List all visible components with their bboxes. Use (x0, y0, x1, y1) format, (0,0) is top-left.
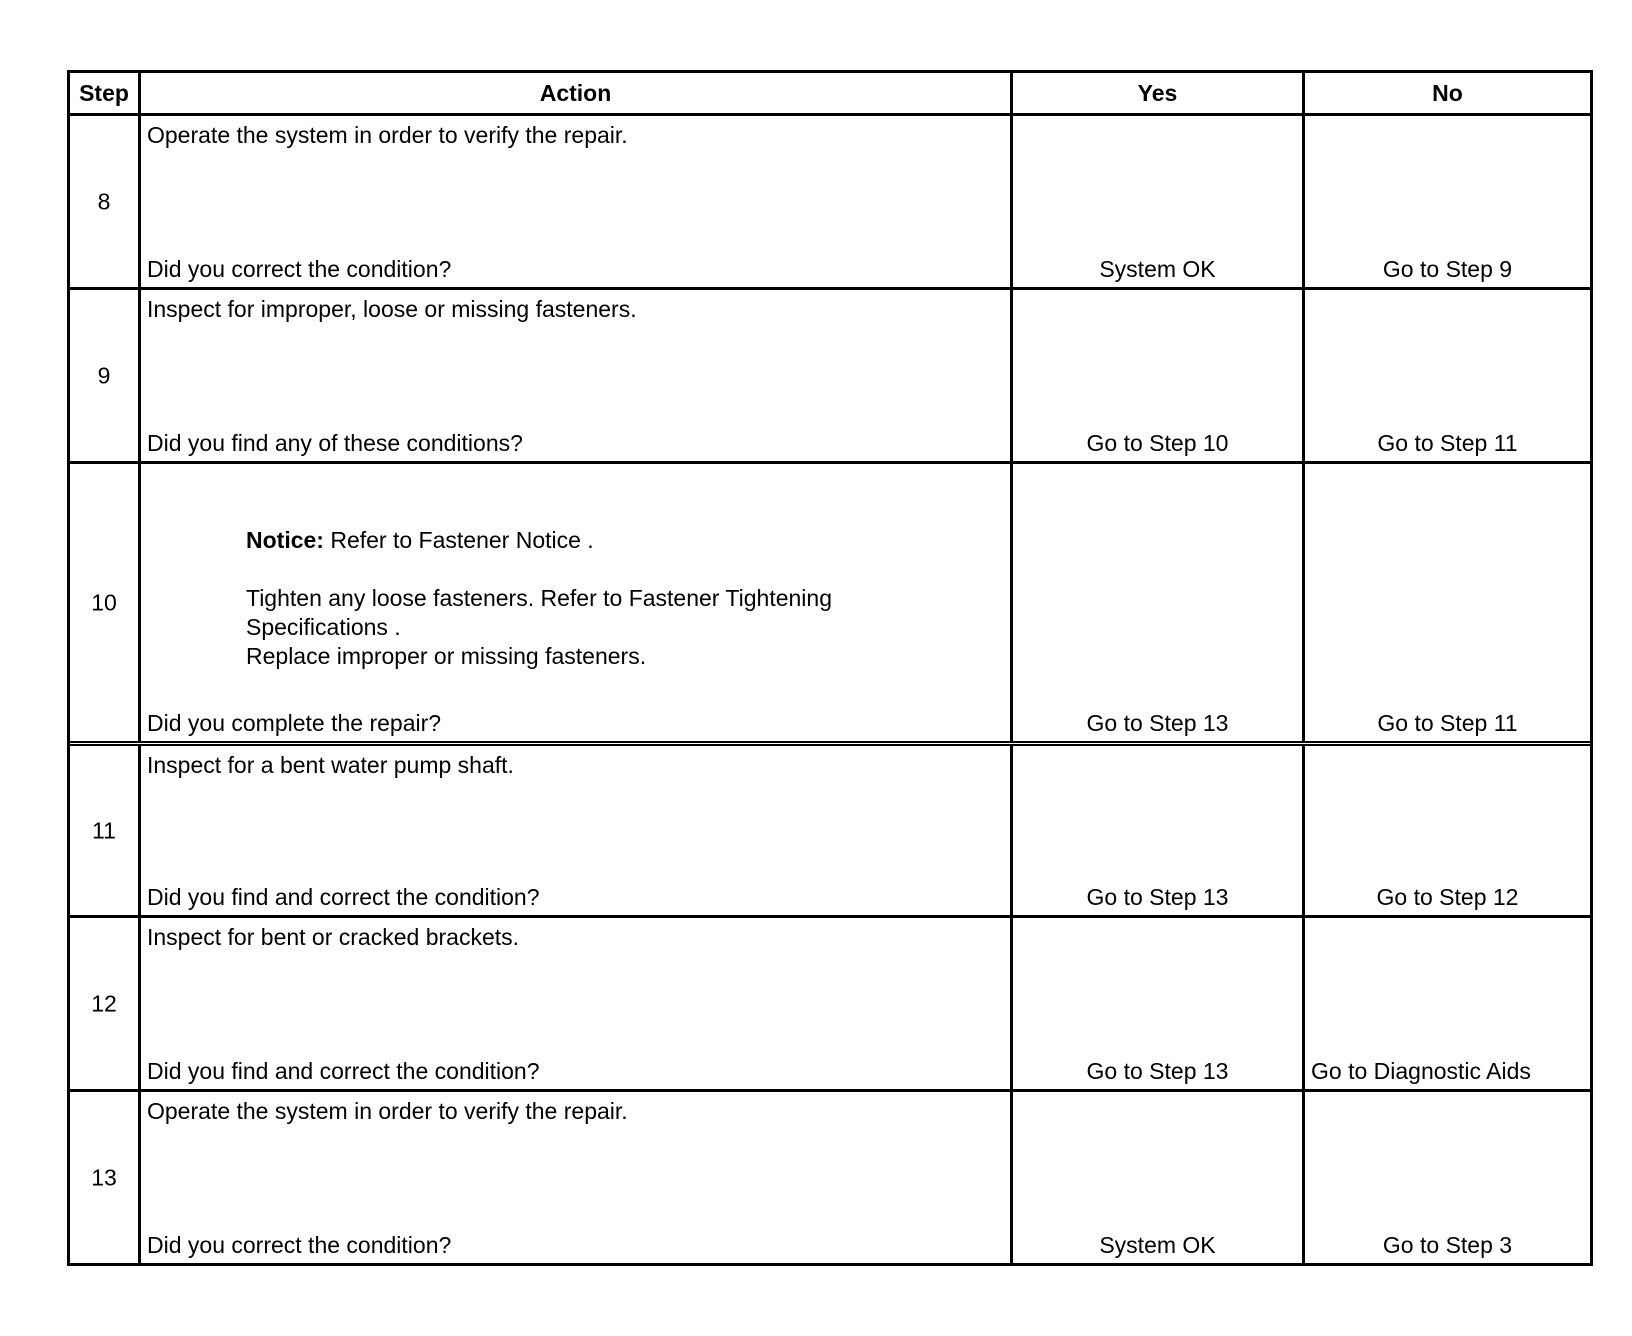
action-question: Did you complete the repair? (147, 710, 442, 736)
action-cell (138, 746, 1010, 915)
step-cell (70, 464, 138, 741)
action-text: Operate the system in order to verify the repair. (147, 1098, 628, 1124)
no-result: Go to Step 3 (1382, 1232, 1513, 1258)
step-cell (70, 1092, 138, 1263)
instruction-line: Replace improper or missing fasteners. (246, 643, 647, 669)
step-cell (70, 918, 138, 1089)
action-question: Did you find and correct the condition? (147, 1058, 540, 1084)
no-result: Go to Step 9 (1382, 256, 1513, 282)
yes-result: System OK (1099, 256, 1216, 282)
instruction-line: Specifications . (246, 614, 401, 640)
no-cell (1302, 290, 1590, 461)
action-question: Did you find and correct the condition? (147, 884, 540, 910)
yes-result: Go to Step 13 (1086, 1058, 1229, 1084)
action-cell (138, 464, 1010, 741)
no-result: Go to Step 11 (1377, 710, 1518, 736)
table-row (70, 741, 1590, 915)
yes-cell (1010, 464, 1302, 741)
yes-result: System OK (1099, 1232, 1216, 1258)
step-number: 8 (97, 188, 111, 214)
step-cell (70, 116, 138, 287)
action-instructions (246, 526, 946, 671)
header-no: No (1302, 73, 1590, 113)
no-cell (1302, 1092, 1590, 1263)
notice-line (246, 526, 946, 555)
step-number: 13 (91, 1164, 117, 1190)
action-cell (138, 918, 1010, 1089)
action-cell (138, 1092, 1010, 1263)
notice-text: Refer to Fastener Notice . (330, 527, 594, 553)
no-cell (1302, 464, 1590, 741)
action-text: Inspect for a bent water pump shaft. (147, 752, 514, 778)
step-cell (70, 746, 138, 915)
step-number: 11 (92, 817, 116, 843)
instruction-line: Tighten any loose fasteners. Refer to Fastener Tightening (246, 585, 832, 611)
table-row (70, 461, 1590, 741)
action-text: Inspect for improper, loose or missing fasteners. (147, 296, 637, 322)
action-question: Did you find any of these conditions? (147, 430, 523, 456)
step-number: 12 (91, 990, 117, 1016)
header-yes: Yes (1010, 73, 1302, 113)
no-cell (1302, 918, 1590, 1089)
no-result: Go to Step 12 (1376, 884, 1519, 910)
table-header-row (70, 73, 1590, 113)
yes-cell (1010, 746, 1302, 915)
action-question: Did you correct the condition? (147, 1232, 452, 1258)
table-row (70, 1089, 1590, 1263)
no-result: Go to Step 11 (1377, 430, 1518, 456)
action-text: Inspect for bent or cracked brackets. (147, 924, 520, 950)
notice-label: Notice: (246, 527, 324, 553)
no-cell (1302, 746, 1590, 915)
table-row (70, 113, 1590, 287)
step-cell (70, 290, 138, 461)
yes-cell (1010, 290, 1302, 461)
no-cell (1302, 116, 1590, 287)
action-text: Operate the system in order to verify the repair. (147, 122, 628, 148)
yes-cell (1010, 918, 1302, 1089)
yes-cell (1010, 116, 1302, 287)
step-number: 10 (91, 589, 117, 615)
action-question: Did you correct the condition? (147, 256, 452, 282)
diagnostic-table (67, 70, 1593, 1266)
header-step: Step (79, 79, 129, 106)
action-cell (138, 116, 1010, 287)
yes-cell (1010, 1092, 1302, 1263)
yes-result: Go to Step 13 (1086, 710, 1229, 736)
header-action: Action (138, 73, 1010, 113)
step-number: 9 (97, 362, 111, 388)
action-cell (138, 290, 1010, 461)
no-result: Go to Diagnostic Aids (1311, 1058, 1531, 1084)
table-row (70, 287, 1590, 461)
yes-result: Go to Step 10 (1086, 430, 1229, 456)
yes-result: Go to Step 13 (1086, 884, 1229, 910)
table-row (70, 915, 1590, 1089)
